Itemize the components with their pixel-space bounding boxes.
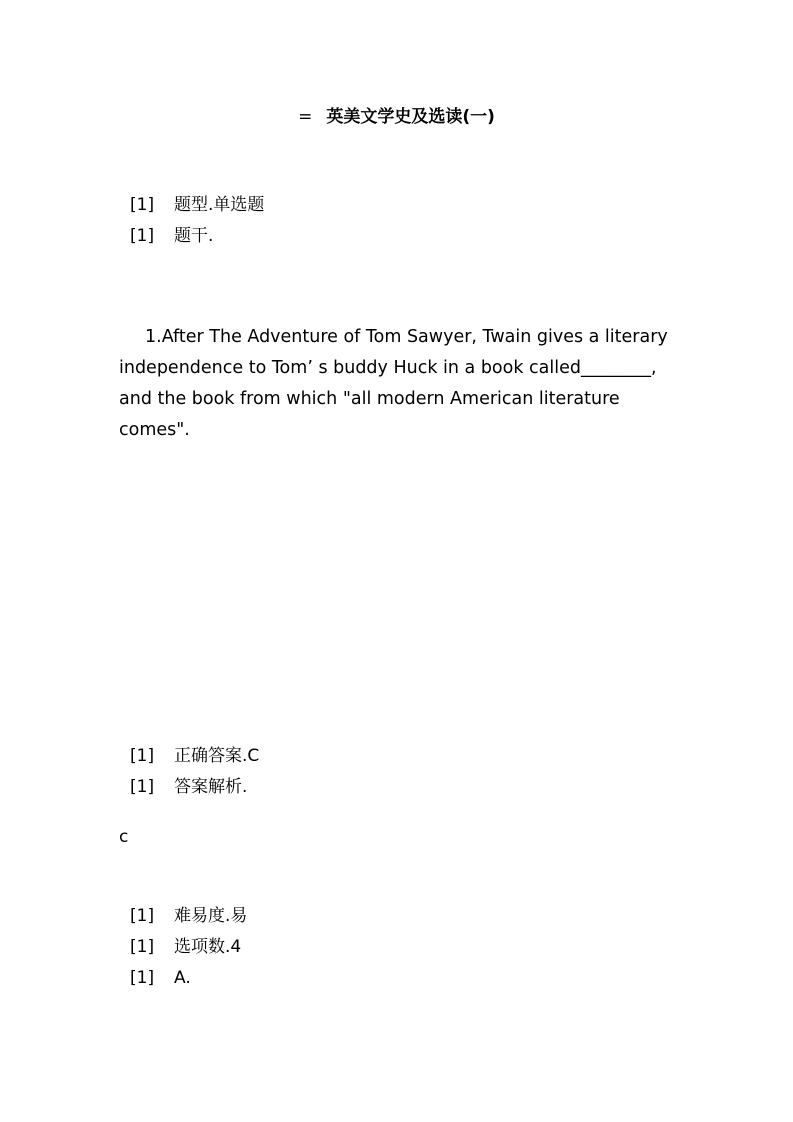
field-difficulty — [130, 904, 247, 928]
field-text: 选项数.4 — [174, 937, 242, 957]
field-tag: [1] — [130, 746, 155, 766]
field-answer-analysis — [130, 775, 247, 799]
field-text: 正确答案.C — [174, 746, 260, 766]
field-tag: [1] — [130, 777, 155, 797]
field-text: 题干. — [174, 226, 214, 246]
analysis-text: c — [119, 827, 129, 847]
field-question-stem — [130, 224, 213, 248]
field-option-a — [130, 966, 191, 990]
question-text: After The Adventure of Tom Sawyer, Twain gives a literary independence to Tom’ s buddy Huck in a book called________, and the book from which "all modern American literature comes". — [119, 327, 668, 440]
field-tag: [1] — [130, 226, 155, 246]
title-prefix: = — [298, 107, 313, 127]
field-option-count — [130, 935, 241, 959]
field-tag: [1] — [130, 906, 155, 926]
field-question-type — [130, 193, 264, 217]
field-tag: [1] — [130, 937, 155, 957]
document-title — [0, 102, 793, 127]
field-text: 题型.单选题 — [174, 195, 265, 215]
title-text: 英美文学史及选读(一) — [326, 107, 495, 127]
field-text: 难易度.易 — [174, 906, 248, 926]
question-number: 1. — [145, 327, 162, 347]
field-text: 答案解析. — [174, 777, 248, 797]
question-paragraph — [119, 322, 679, 446]
field-text: A. — [174, 968, 191, 988]
field-tag: [1] — [130, 968, 155, 988]
field-correct-answer — [130, 744, 259, 768]
field-tag: [1] — [130, 195, 155, 215]
